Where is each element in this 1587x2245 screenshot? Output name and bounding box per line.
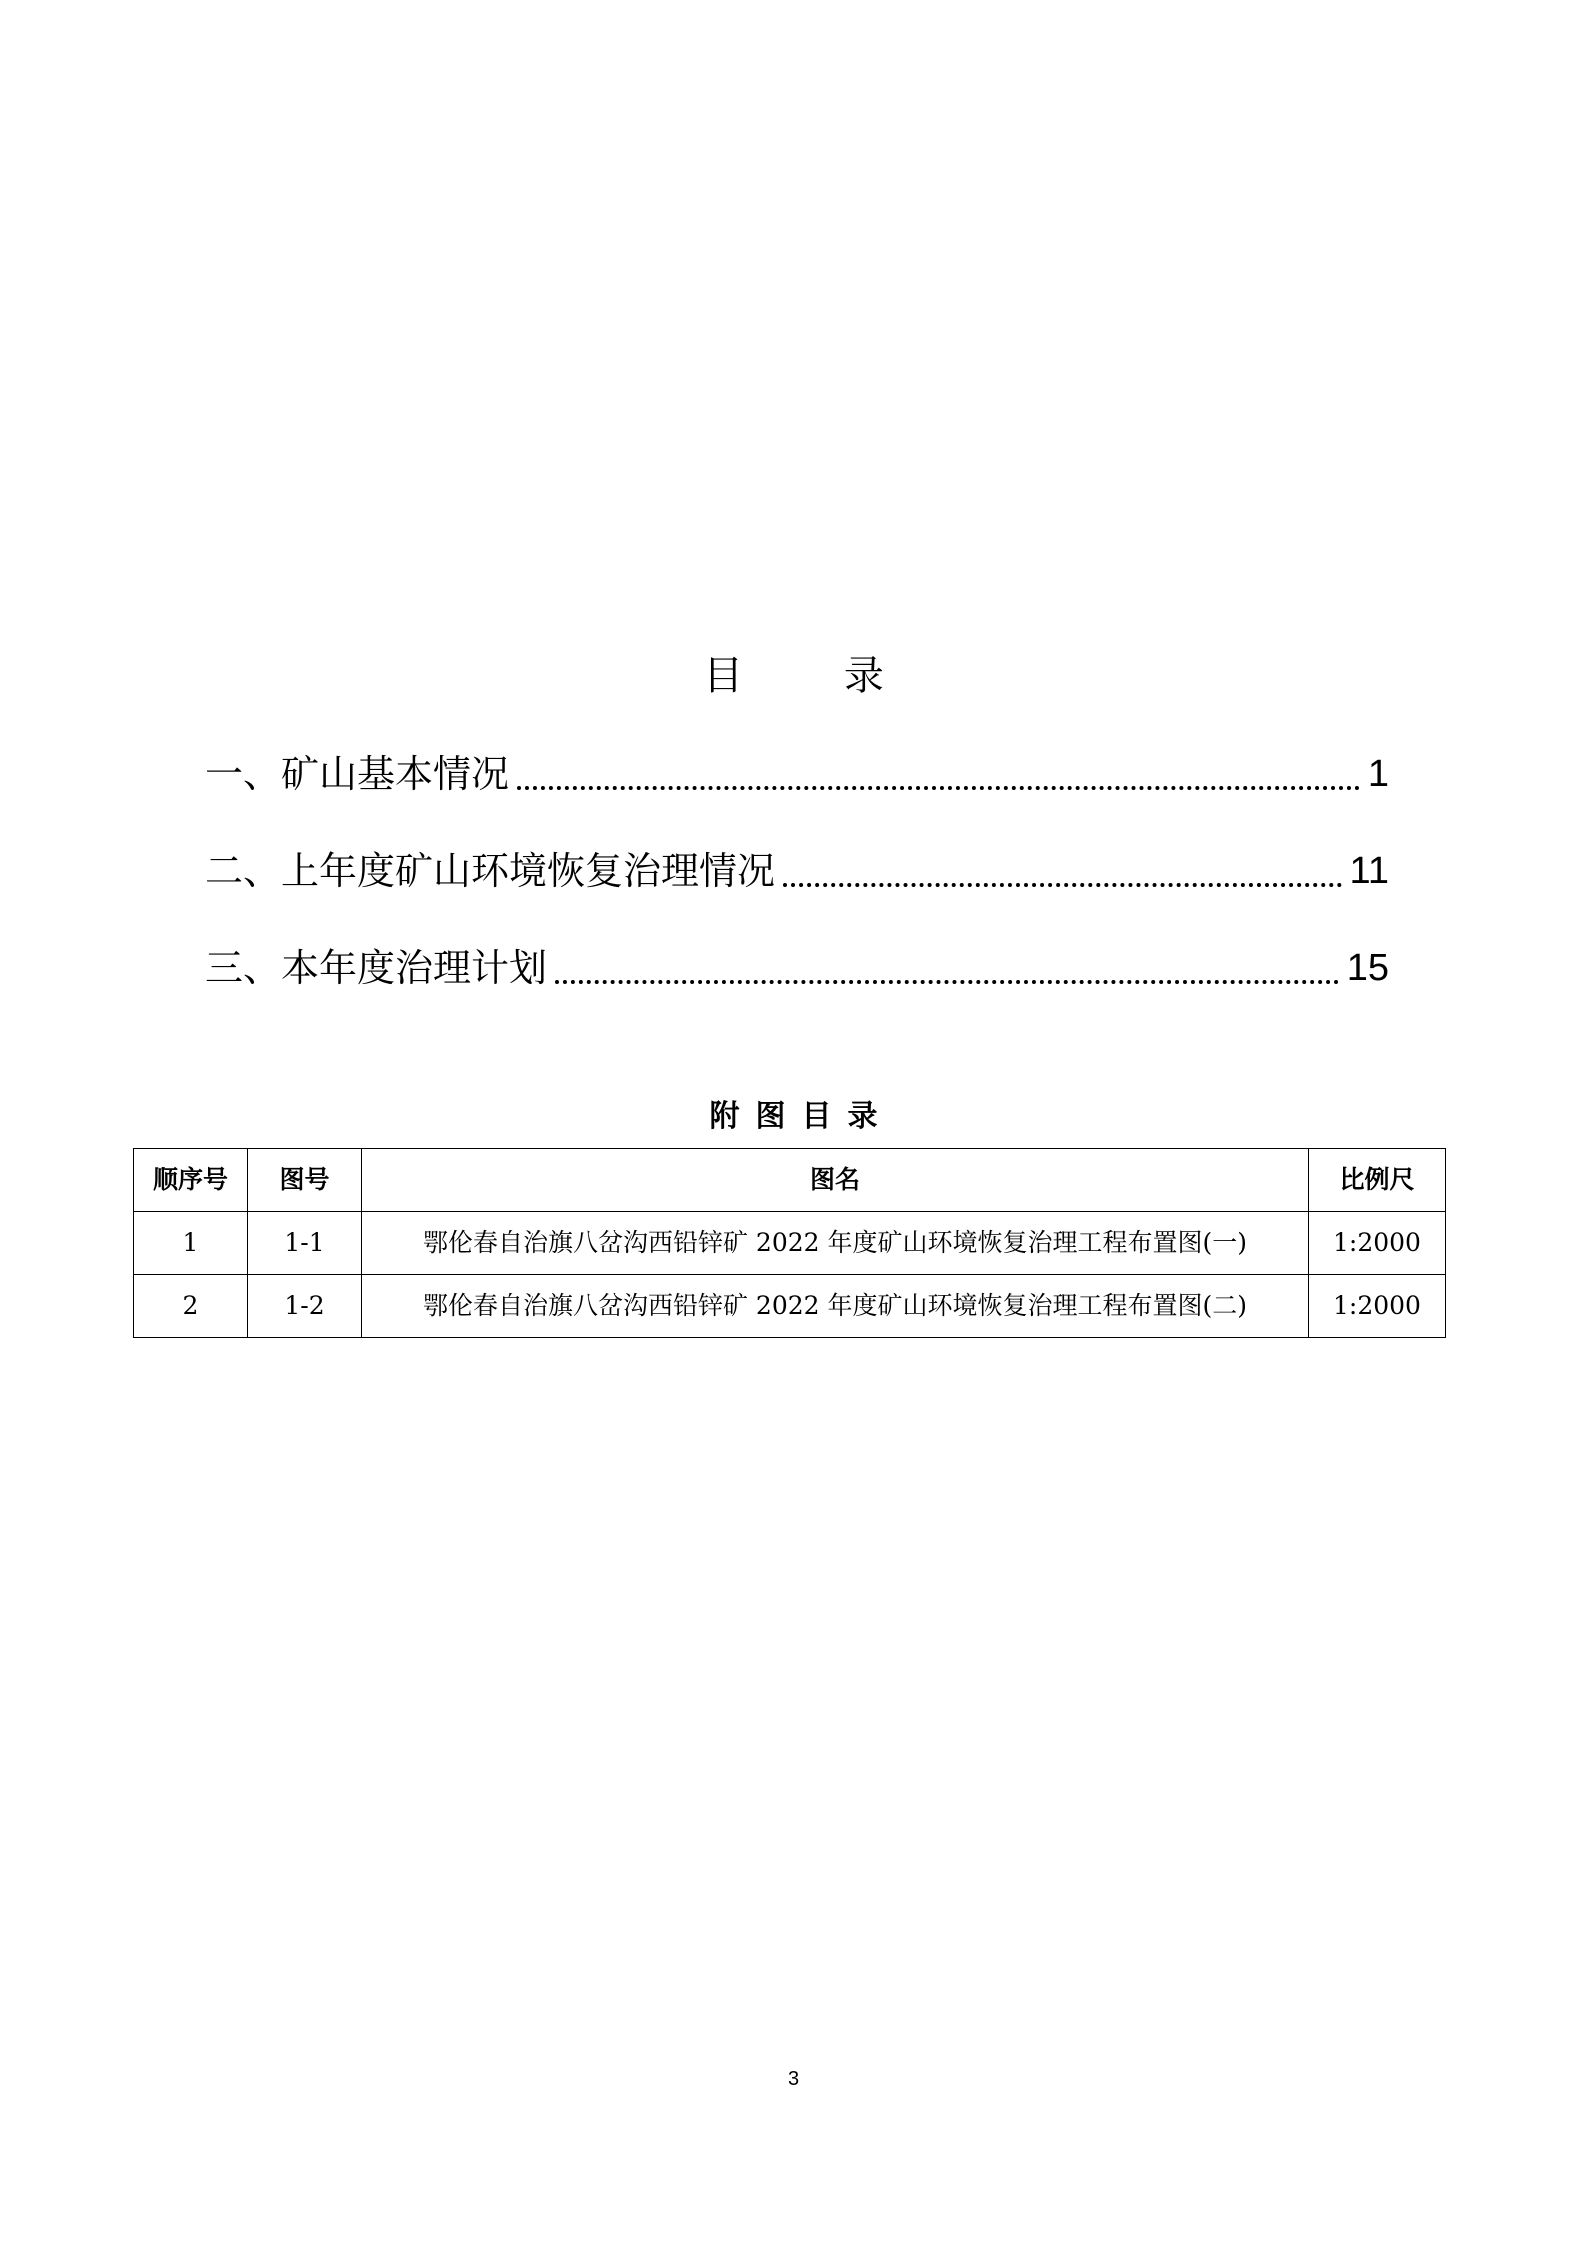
table-row <box>134 1212 1446 1275</box>
cell-scale: 1:2000 <box>1309 1275 1446 1338</box>
toc-dot-leader <box>783 883 1342 887</box>
toc-entry-page: 15 <box>1346 947 1389 989</box>
cell-figure-no: 1-2 <box>248 1275 362 1338</box>
table-row <box>134 1275 1446 1338</box>
cell-scale: 1:2000 <box>1309 1212 1446 1275</box>
page-number: 3 <box>787 2068 800 2090</box>
toc-entry-label: 一、矿山基本情况 <box>205 752 510 796</box>
toc-entry-3[interactable] <box>205 940 1389 996</box>
table-header-row <box>134 1149 1446 1212</box>
column-header-scale: 比例尺 <box>1309 1149 1446 1212</box>
toc-entry-1[interactable] <box>205 746 1389 802</box>
toc-entry-label: 二、上年度矿山环境恢复治理情况 <box>205 849 776 893</box>
toc-title: 目 录 <box>703 653 928 699</box>
column-header-figure-no: 图号 <box>248 1149 362 1212</box>
cell-figure-no: 1-1 <box>248 1212 362 1275</box>
cell-name: 鄂伦春自治旗八岔沟西铅锌矿 2022 年度矿山环境恢复治理工程布置图(一) <box>362 1212 1309 1275</box>
toc-entry-page: 11 <box>1349 850 1389 892</box>
cell-index: 2 <box>134 1275 248 1338</box>
figure-list-table <box>133 1148 1446 1338</box>
column-header-index: 顺序号 <box>134 1149 248 1212</box>
appendix-title: 附图目录 <box>709 1099 894 1134</box>
toc-dot-leader <box>517 786 1360 790</box>
cell-name: 鄂伦春自治旗八岔沟西铅锌矿 2022 年度矿山环境恢复治理工程布置图(二) <box>362 1275 1309 1338</box>
toc-entry-label: 三、本年度治理计划 <box>205 946 548 990</box>
column-header-name: 图名 <box>362 1149 1309 1212</box>
cell-index: 1 <box>134 1212 248 1275</box>
toc-entry-2[interactable] <box>205 843 1389 899</box>
toc-entry-page: 1 <box>1367 753 1389 795</box>
toc-dot-leader <box>555 980 1339 984</box>
